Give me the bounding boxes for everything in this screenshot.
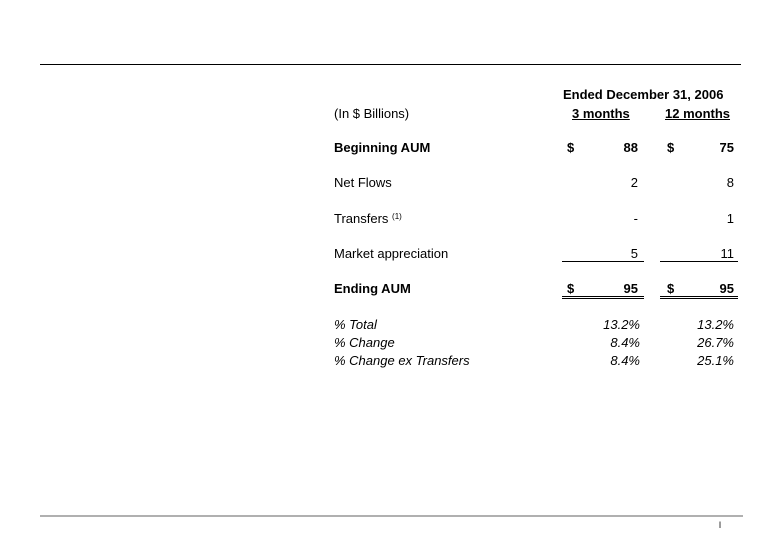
subtotal-rule-12-months [660,261,738,262]
row-label-pct-change-ex-transfers: % Change ex Transfers [334,353,470,368]
currency-symbol: $ [567,281,575,296]
row-label-ending-aum: Ending AUM [334,281,411,296]
row-label-beginning-aum: Beginning AUM [334,140,431,155]
total-rule-3-months-b [562,298,644,299]
value-market-12-months: 11 [720,246,734,261]
value-ending-12-months: 95 [719,281,734,296]
page-number: l [719,520,721,530]
total-rule-3-months-a [562,296,644,297]
subtotal-rule-3-months [562,261,644,262]
top-rule [40,64,741,65]
row-label-pct-change: % Change [334,335,395,350]
row-label-market-appreciation: Market appreciation [334,246,449,261]
value-market-3-months: 5 [630,246,638,261]
value-ending-3-months: 95 [623,281,638,296]
column-header-12-months: 12 months [665,106,731,121]
footnote-marker: (1) [392,212,402,221]
row-label-transfers [334,211,402,226]
value-beginning-3-months: 88 [623,140,638,155]
row-label-pct-total: % Total [334,317,377,332]
value-pct-change-12-months: 26.7% [697,335,734,350]
total-rule-12-months-b [660,298,738,299]
value-net-flows-12-months: 8 [726,175,734,190]
bottom-rule [40,515,743,517]
currency-symbol: $ [667,140,675,155]
value-pct-change-ex-transfers-12-months: 25.1% [697,353,734,368]
column-header-3-months: 3 months [572,106,630,121]
value-pct-total-12-months: 13.2% [697,317,734,332]
value-transfers-3-months: - [633,211,638,226]
value-pct-total-3-months: 13.2% [603,317,640,332]
currency-symbol: $ [567,140,575,155]
value-net-flows-3-months: 2 [630,175,638,190]
currency-symbol: $ [667,281,675,296]
value-pct-change-3-months: 8.4% [610,335,640,350]
total-rule-12-months-a [660,296,738,297]
value-transfers-12-months: 1 [726,211,734,226]
period-title: Ended December 31, 2006 [563,87,724,102]
value-beginning-12-months: 75 [719,140,734,155]
value-pct-change-ex-transfers-3-months: 8.4% [610,353,640,368]
row-label-net-flows: Net Flows [334,175,392,190]
transfers-label-text: Transfers [334,211,389,226]
units-label: (In $ Billions) [334,106,410,121]
